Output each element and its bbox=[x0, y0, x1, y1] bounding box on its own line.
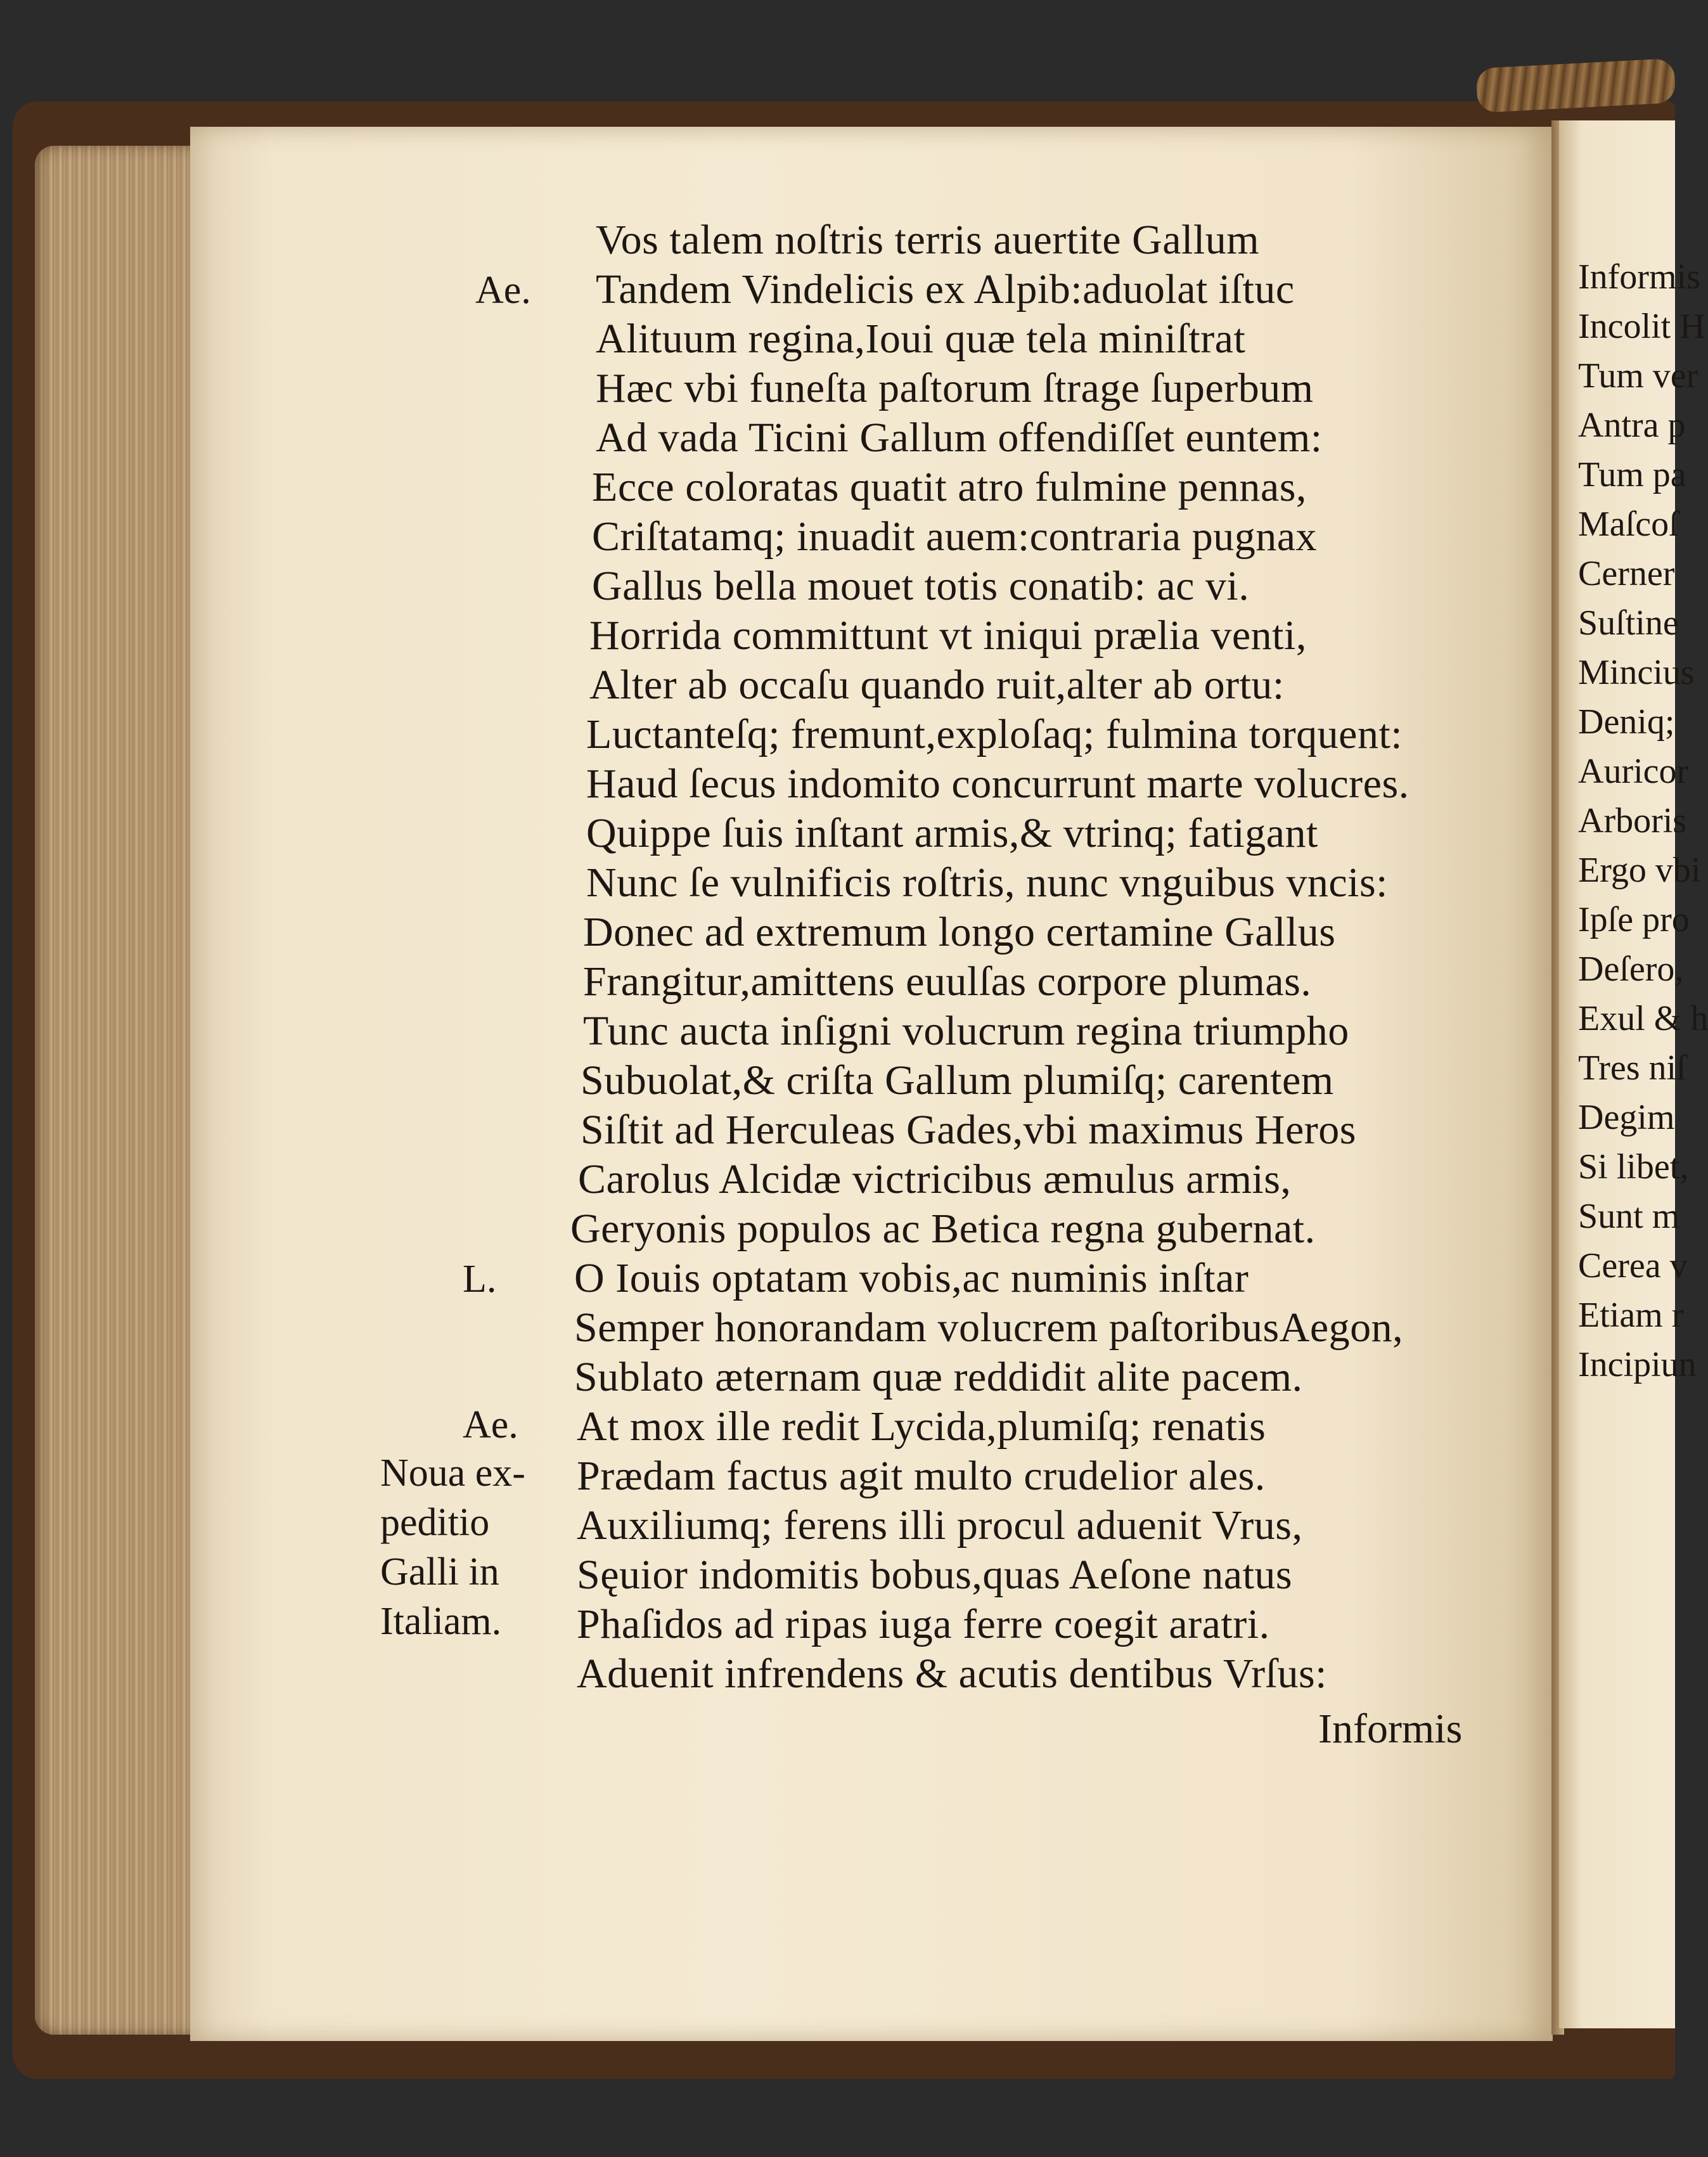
right-page-line: Etiam r bbox=[1578, 1296, 1684, 1335]
right-page-line: Si libet, bbox=[1578, 1147, 1689, 1187]
speaker-label: Ae. bbox=[475, 269, 531, 312]
right-page-line: Maſcoſ bbox=[1578, 505, 1679, 544]
right-page-line: Exul & h bbox=[1578, 999, 1708, 1038]
side-note-line: Italiam. bbox=[380, 1600, 502, 1643]
right-page-line: Deſero, bbox=[1578, 950, 1684, 989]
right-page-line: Tum pa bbox=[1578, 455, 1686, 494]
verse-line: Horrida committunt vt iniqui prælia venti, bbox=[589, 612, 1307, 659]
verse-line: Hæc vbi funeſta paſtorum ſtrage ſuperbum bbox=[596, 365, 1314, 411]
right-page-line: Deniq; bbox=[1578, 702, 1675, 742]
verse-line: Geryonis populos ac Betica regna gubernat. bbox=[570, 1206, 1316, 1252]
verse-line: Haud ſecus indomito concurrunt marte volucres. bbox=[586, 761, 1409, 807]
side-note-line: Galli in bbox=[380, 1550, 499, 1594]
verse-line: Siſtit ad Herculeas Gades,vbi maximus Heros bbox=[581, 1107, 1356, 1153]
right-page-line: Tres niſ bbox=[1578, 1048, 1686, 1088]
verse-line: Ecce coloratas quatit atro fulmine pennas, bbox=[592, 464, 1307, 510]
right-page-line: Cerner bbox=[1578, 554, 1675, 593]
verse-line: Luctanteſq; fremunt,exploſaq; fulmina torquent: bbox=[586, 711, 1403, 757]
verse-line: Tunc aucta inſigni volucrum regina triumpho bbox=[583, 1008, 1349, 1054]
right-page-line: Ipſe pro bbox=[1578, 900, 1690, 939]
right-page-line: Ergo vbi bbox=[1578, 851, 1701, 890]
verse-line: Semper honorandam volucrem paſtoribusAegon, bbox=[574, 1304, 1404, 1351]
verse-line: Donec ad extremum longo certamine Gallus bbox=[583, 909, 1336, 955]
right-page-line: Antra p bbox=[1578, 406, 1686, 445]
verse-line: Subuolat,& criſta Gallum plumiſq; carentem bbox=[581, 1057, 1334, 1104]
speaker-label: L. bbox=[463, 1258, 497, 1301]
right-page-line: Cerea v bbox=[1578, 1246, 1688, 1285]
catchword: Informis bbox=[1318, 1706, 1463, 1752]
right-page-line: Auricor bbox=[1578, 752, 1689, 791]
right-page-line: Sunt m bbox=[1578, 1197, 1680, 1236]
right-page-line: Suſtine bbox=[1578, 603, 1679, 643]
verse-line: Gallus bella mouet totis conatib: ac vi. bbox=[592, 563, 1250, 609]
verse-line: Vos talem noſtris terris auertite Gallum bbox=[596, 217, 1260, 263]
verse-line: Auxiliumq; ferens illi procul aduenit Vrus, bbox=[577, 1502, 1303, 1549]
verse-line: O Iouis optatam vobis,ac numinis inſtar bbox=[574, 1255, 1249, 1301]
verse-line: Alituum regina,Ioui quæ tela miniſtrat bbox=[596, 316, 1246, 362]
verse-line: Phaſidos ad ripas iuga ferre coegit aratri. bbox=[577, 1601, 1270, 1647]
speaker-label: Ae. bbox=[463, 1403, 518, 1446]
right-page-line: Incipiun bbox=[1578, 1345, 1697, 1384]
verse-line: Carolus Alcidæ victricibus æmulus armis, bbox=[578, 1156, 1292, 1202]
verse-line: Prædam factus agit multo crudelior ales. bbox=[577, 1453, 1266, 1499]
side-note-line: peditio bbox=[380, 1501, 490, 1544]
verse-line: Alter ab occaſu quando ruit,alter ab ortu: bbox=[589, 662, 1285, 708]
right-page-line: Mincius bbox=[1578, 653, 1695, 692]
side-note-line: Noua ex- bbox=[380, 1452, 525, 1495]
right-page-line: Informis bbox=[1578, 257, 1700, 297]
verse-line: Ad vada Ticini Gallum offendiſſet euntem: bbox=[596, 415, 1323, 461]
right-page-line: Arboris bbox=[1578, 801, 1687, 840]
verse-line: Sęuior indomitis bobus,quas Aeſone natus bbox=[577, 1552, 1293, 1598]
verse-line: Quippe ſuis inſtant armis,& vtrinq; fatigant bbox=[586, 810, 1318, 856]
verse-line: Criſtatamq; inuadit auem:contraria pugnax bbox=[592, 513, 1317, 560]
verse-line: Nunc ſe vulnificis roſtris, nunc vnguibus vncis: bbox=[586, 860, 1389, 906]
right-page-line: Tum ver bbox=[1578, 356, 1698, 396]
right-page-line: Degim bbox=[1578, 1098, 1675, 1137]
left-page bbox=[190, 127, 1553, 2041]
right-page-line: Incolit H bbox=[1578, 307, 1705, 346]
verse-line: Tandem Vindelicis ex Alpib:aduolat iſtuc bbox=[596, 266, 1295, 312]
verse-line: Aduenit infrendens & acutis dentibus Vrſus: bbox=[577, 1651, 1327, 1697]
verse-line: At mox ille redit Lycida,plumiſq; renatis bbox=[577, 1403, 1266, 1450]
right-page-fragment bbox=[1559, 120, 1708, 2028]
verse-line: Frangitur,amittens euulſas corpore plumas. bbox=[583, 958, 1312, 1005]
verse-line: Sublato æternam quæ reddidit alite pacem. bbox=[574, 1354, 1303, 1400]
